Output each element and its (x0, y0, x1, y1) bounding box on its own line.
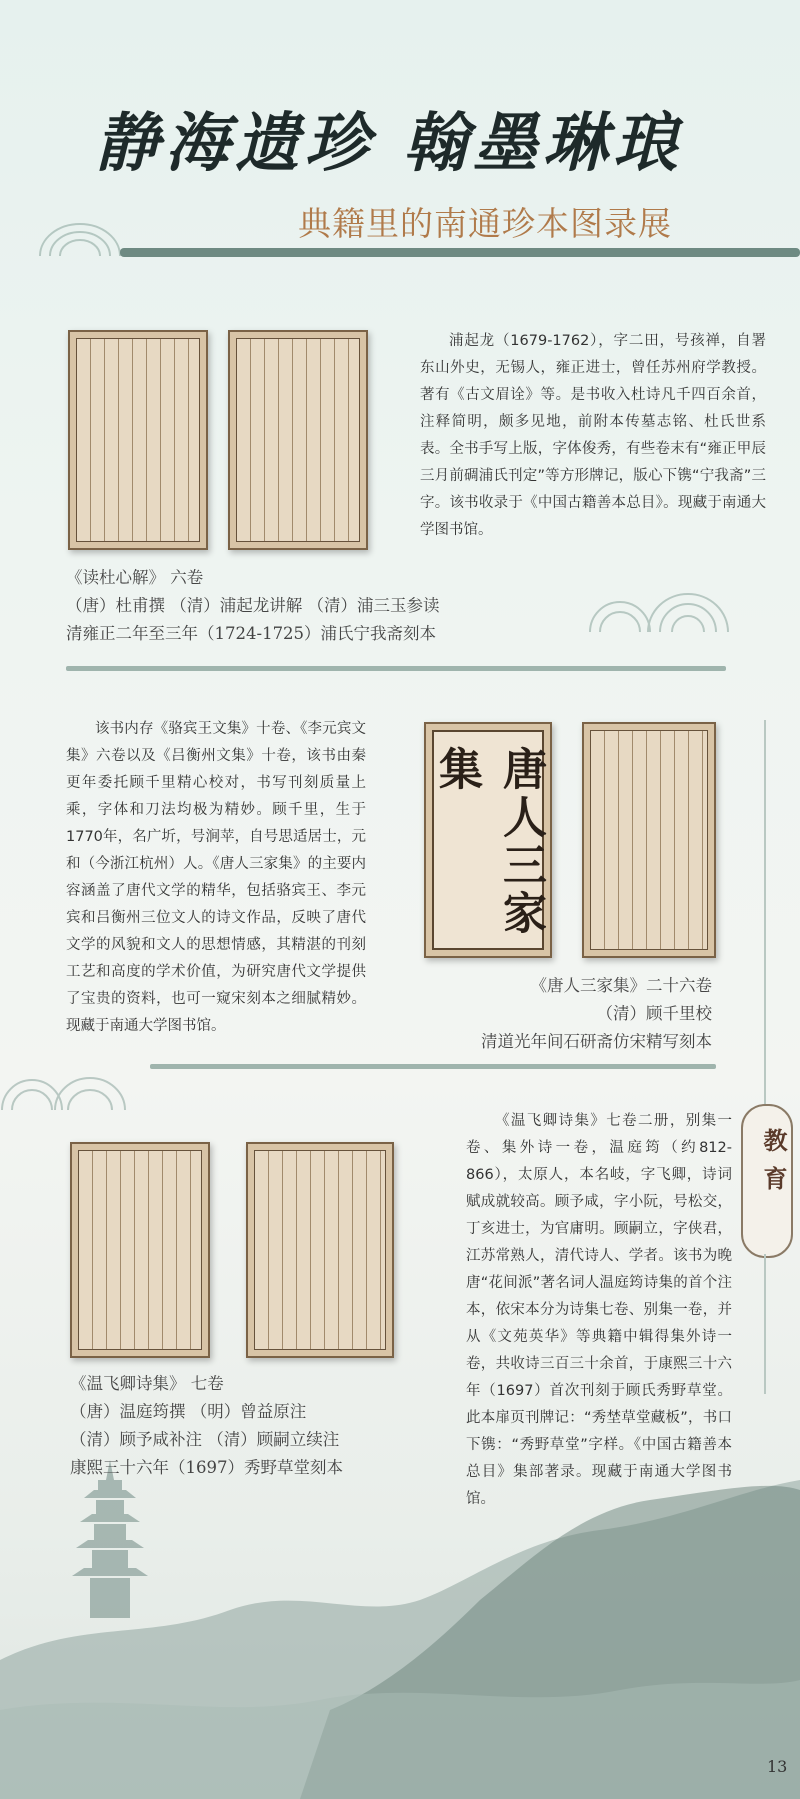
page-number: 13 (767, 1757, 788, 1776)
page-title: 静海遗珍 翰墨琳琅 (95, 106, 684, 181)
caption-line: 《读杜心解》 六卷 (66, 568, 204, 587)
side-line (764, 720, 766, 1105)
caption-line: （唐）杜甫撰 （清）浦起龙讲解 （清）浦三玉参读 (66, 596, 440, 615)
wave-ornament-icon (35, 218, 125, 258)
section1-caption (66, 564, 440, 648)
caption-line: （唐）温庭筠撰 （明）曾益原注 (70, 1402, 307, 1421)
caption-line: （清）顾千里校 (596, 1004, 712, 1023)
book-image-tangren-sanjia-ji-2 (582, 722, 716, 958)
cover-title: 唐人三家集 (431, 746, 546, 938)
pagoda-icon (70, 1460, 150, 1630)
side-line (764, 1254, 766, 1394)
section-divider (150, 1064, 716, 1069)
book-image-wen-feiqing-shiji-1 (70, 1142, 210, 1358)
caption-line: 清雍正二年至三年（1724-1725）浦氏宁我斋刻本 (66, 624, 437, 643)
section1-description: 浦起龙（1679-1762），字二田，号孩禅，自署东山外史，无锡人，雍正进士，曾任苏州府学教授。著有《古文眉诠》等。是书收入杜诗凡千四百余首，注释简明，颇多见地，前附本传墓志铭、杜氏世系表。全书手写上版，字体俊秀，有些卷末有“雍正甲辰三月前碉浦氏刊定”等方形牌记，版心下镌“宁我斋”三字。该书收录于《中国古籍善本总目》。现藏于南通大学图书馆。 (420, 333, 766, 538)
wave-ornament-icon (0, 1070, 130, 1112)
section-divider (66, 666, 726, 671)
wave-ornament-icon (588, 588, 738, 634)
caption-line: 清道光年间石研斋仿宋精写刻本 (481, 1032, 712, 1051)
section3-description: 《温飞卿诗集》七卷二册，别集一卷、集外诗一卷，温庭筠（约812-866），太原人，本名岐，字飞卿，诗词赋成就较高。顾予咸，字小阮，号松交，丁亥进士，为官庸明。顾嗣立，字侠君，江苏常熟人，清代诗人、学者。该书为晚唐“花间派”著名词人温庭筠诗集的首个注本，依宋本分为诗集七卷、别集一卷，并从《文苑英华》等典籍中辑得集外诗一卷，共收诗三百三十余首，于康熙三十六年（1697）首次刊刻于顾氏秀野草堂。此本扉页刊牌记：“秀埜草堂藏板”，书口下镌：“秀野草堂”字样。《中国古籍善本总目》集部著录。现藏于南通大学图书馆。 (466, 1113, 732, 1507)
book-image-wen-feiqing-shiji-2 (246, 1142, 394, 1358)
header-divider (120, 248, 800, 257)
page-subtitle: 典籍里的南通珍本图录展 (298, 204, 672, 243)
book-image-dushu-xinjie-1 (68, 330, 208, 550)
caption-line: （清）顾予咸补注 （清）顾嗣立续注 (70, 1430, 340, 1449)
caption-line: 《唐人三家集》二十六卷 (530, 976, 712, 995)
caption-line: 《温飞卿诗集》 七卷 (70, 1374, 224, 1393)
section3-caption (70, 1370, 343, 1482)
caption-line: 康熙三十六年（1697）秀野草堂刻本 (70, 1458, 343, 1477)
category-badge (741, 1104, 793, 1258)
book-image-dushu-xinjie-2 (228, 330, 368, 550)
category-badge-label: 教育 (759, 1128, 788, 1204)
section2-caption (440, 972, 712, 1056)
book-cover-tangren-sanjia-ji (424, 722, 552, 958)
section2-description: 该书内存《骆宾王文集》十卷、《李元宾文集》六卷以及《吕衡州文集》十卷，该书由秦更年委托顾千里精心校对，书写刊刻质量上乘，字体和刀法均极为精妙。顾千里，生于1770年，名广圻，号涧苹，自号思适居士，元和（今浙江杭州）人。《唐人三家集》的主要内容涵盖了唐代文学的精华，包括骆宾王、李元宾和吕衡州三位文人的诗文作品，反映了唐代文学的风貌和文人的思想情感，其精湛的刊刻工艺和高度的学术价值，为研究唐代文学提供了宝贵的资料，也可一窥宋刻本之细腻精妙。现藏于南通大学图书馆。 (66, 721, 366, 1034)
